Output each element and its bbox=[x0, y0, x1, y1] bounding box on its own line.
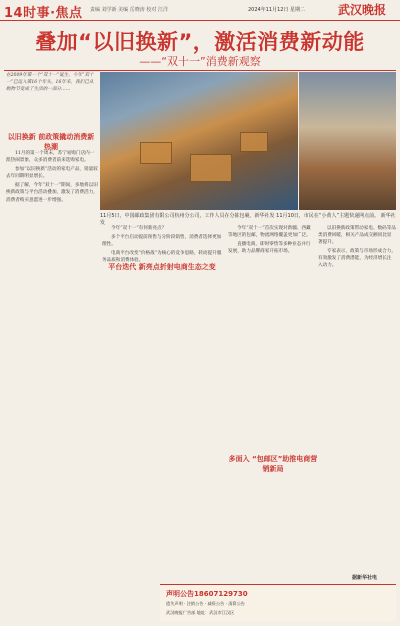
right-column bbox=[318, 225, 396, 570]
headline: 叠加“以旧换新”，激活消费新动能 bbox=[35, 30, 365, 54]
paragraph: 电商平台改变“价格战”为核心的竞争思路，转而提升服务品质和消费体验。 bbox=[102, 251, 222, 264]
page-header bbox=[0, 0, 400, 21]
paragraph: 参加“以旧换新”活动的家电产品，销量较去年同期明显增长。 bbox=[6, 167, 98, 180]
announcement-ad bbox=[160, 584, 396, 621]
paragraph: 今年“双十一”有何新亮点？ bbox=[111, 226, 167, 231]
ad-line-2: 武汉晚报广告部 地址：武汉市江汉区 bbox=[166, 610, 235, 615]
section-head-left: 以旧换新 前政策撬动消费新热潮 bbox=[7, 133, 95, 151]
section-head-mid: 平台迭代 新亮点折射电商生态之变 bbox=[108, 263, 216, 271]
parcel-box bbox=[140, 142, 172, 164]
paragraph: 直播电商、即时零售等多种业态并行发展，助力品牌商家开拓市场。 bbox=[228, 242, 311, 255]
issue-date: 2024年11月12日 星期二 bbox=[248, 7, 306, 13]
mid2-column bbox=[228, 225, 313, 580]
paragraph: 据了解，今年“双十一”期间，多地将以旧换新政策与平台活动叠加，激发了消费活力，消费者购买意愿进一步增强。 bbox=[6, 183, 98, 203]
photo-caption-2: 11月10日，市民在“小黄人”主题快递网点前。 新华社发 bbox=[100, 213, 396, 226]
editor-credits: 责编 刘学新 美编 岳晓涛 校对 江洋 bbox=[90, 7, 168, 13]
left-column bbox=[6, 150, 98, 620]
parcel-box bbox=[190, 154, 232, 182]
ad-line-1: 遗失声明 · 注销公告 · 减资公告 · 清算公告 bbox=[166, 601, 245, 606]
section-head-mid2: 多面入 “包邮区”助推电商营销新局 bbox=[228, 455, 318, 473]
intro-text: 在2009年第一个“双十一”诞生，今年“双十一”已迈入第16个年头。16年来，我们已从购物节变成了生活的一部分…… bbox=[6, 73, 94, 92]
author-credit: 据新华社电 bbox=[352, 575, 378, 581]
section-title: 14时事·焦点 bbox=[4, 6, 83, 21]
parcel-box bbox=[240, 132, 268, 152]
ad-title: 声明公告18607129730 bbox=[166, 590, 248, 598]
subtitle: ——“双十一”消费新观察 bbox=[139, 55, 261, 68]
divider bbox=[4, 70, 396, 71]
paper-logo: 武汉晚报 bbox=[338, 3, 387, 17]
paragraph: 多个平台启动提前预售与分阶段销售，消费者选择更加理性。 bbox=[102, 235, 222, 248]
paragraph: 专家表示，政策与市场形成合力，有效激发了消费潜能，为经济增长注入动力。 bbox=[318, 249, 396, 269]
paragraph: 以旧换新政策带动家电、数码等品类消费回暖，相关产品成交额同比显著提升。 bbox=[318, 226, 396, 246]
main-photo bbox=[100, 72, 298, 210]
photo-caption-1: 11月5日，中国邮政集团有限公司杭州分公司，工作人员在分拣包裹。新华社发 bbox=[100, 213, 275, 219]
paragraph: 今年“双十一”首次实现对新疆、西藏等地区的包邮，物流网络覆盖更加广泛。 bbox=[228, 226, 311, 239]
mid-column bbox=[102, 225, 222, 580]
side-photo bbox=[299, 72, 396, 210]
paragraph: 11月的第一个周末，苏宁易购门店内一派热闹景象，众多消费者前来选购家电。 bbox=[6, 151, 95, 164]
photo-caption bbox=[100, 212, 396, 226]
